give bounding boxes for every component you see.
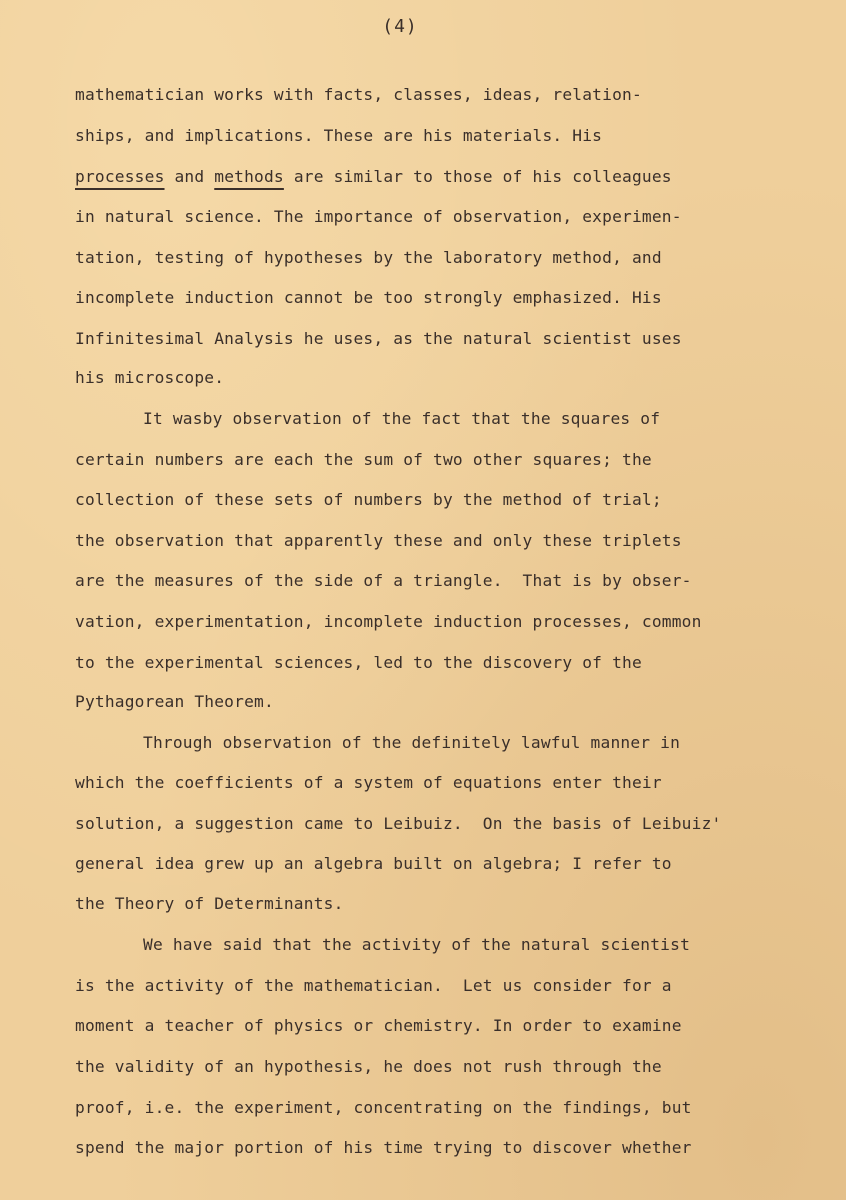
text-line: in natural science. The importance of observation, experimen- bbox=[75, 207, 682, 226]
text-line: solution, a suggestion came to Leibuiz. On the basis of Leibuiz' bbox=[75, 814, 722, 833]
text-line: It wasby observation of the fact that the squares of bbox=[143, 409, 661, 428]
text-line: Pythagorean Theorem. bbox=[75, 692, 274, 711]
text-line bbox=[75, 166, 672, 188]
text-line: ships, and implications. These are his materials. His bbox=[75, 126, 603, 145]
underlined-word: processes bbox=[75, 167, 165, 186]
page-number: (4) bbox=[382, 16, 418, 37]
text-line: is the activity of the mathematician. Let us consider for a bbox=[75, 976, 672, 995]
text-line: We have said that the activity of the natural scientist bbox=[143, 935, 691, 954]
text-line: moment a teacher of physics or chemistry. In order to examine bbox=[75, 1016, 682, 1035]
text-line: the observation that apparently these and only these triplets bbox=[75, 531, 682, 550]
text-line: spend the major portion of his time trying to discover whether bbox=[75, 1138, 692, 1157]
text-fragment: and bbox=[164, 167, 215, 186]
text-line: incomplete induction cannot be too strongly emphasized. His bbox=[75, 288, 662, 307]
text-line: certain numbers are each the sum of two other squares; the bbox=[75, 450, 652, 469]
text-line: to the experimental sciences, led to the discovery of the bbox=[75, 653, 642, 672]
text-line: vation, experimentation, incomplete induction processes, common bbox=[75, 612, 702, 631]
text-line: Infinitesimal Analysis he uses, as the natural scientist uses bbox=[75, 329, 682, 348]
text-line: collection of these sets of numbers by the method of trial; bbox=[75, 490, 662, 509]
text-line: general idea grew up an algebra built on algebra; I refer to bbox=[75, 854, 672, 873]
text-line: the Theory of Determinants. bbox=[75, 894, 344, 913]
text-line: are the measures of the side of a triangle. That is by obser- bbox=[75, 571, 692, 590]
text-fragment: are similar to those of his colleagues bbox=[283, 167, 672, 186]
text-line: proof, i.e. the experiment, concentrating on the findings, but bbox=[75, 1098, 692, 1117]
text-line: the validity of an hypothesis, he does not rush through the bbox=[75, 1057, 662, 1076]
text-line: his microscope. bbox=[75, 368, 225, 387]
underlined-word: methods bbox=[214, 167, 284, 186]
text-line: which the coefficients of a system of equations enter their bbox=[75, 773, 662, 792]
text-line: mathematician works with facts, classes, ideas, relation- bbox=[75, 85, 642, 104]
text-line: tation, testing of hypotheses by the laboratory method, and bbox=[75, 248, 662, 267]
text-line: Through observation of the definitely lawful manner in bbox=[143, 733, 681, 752]
